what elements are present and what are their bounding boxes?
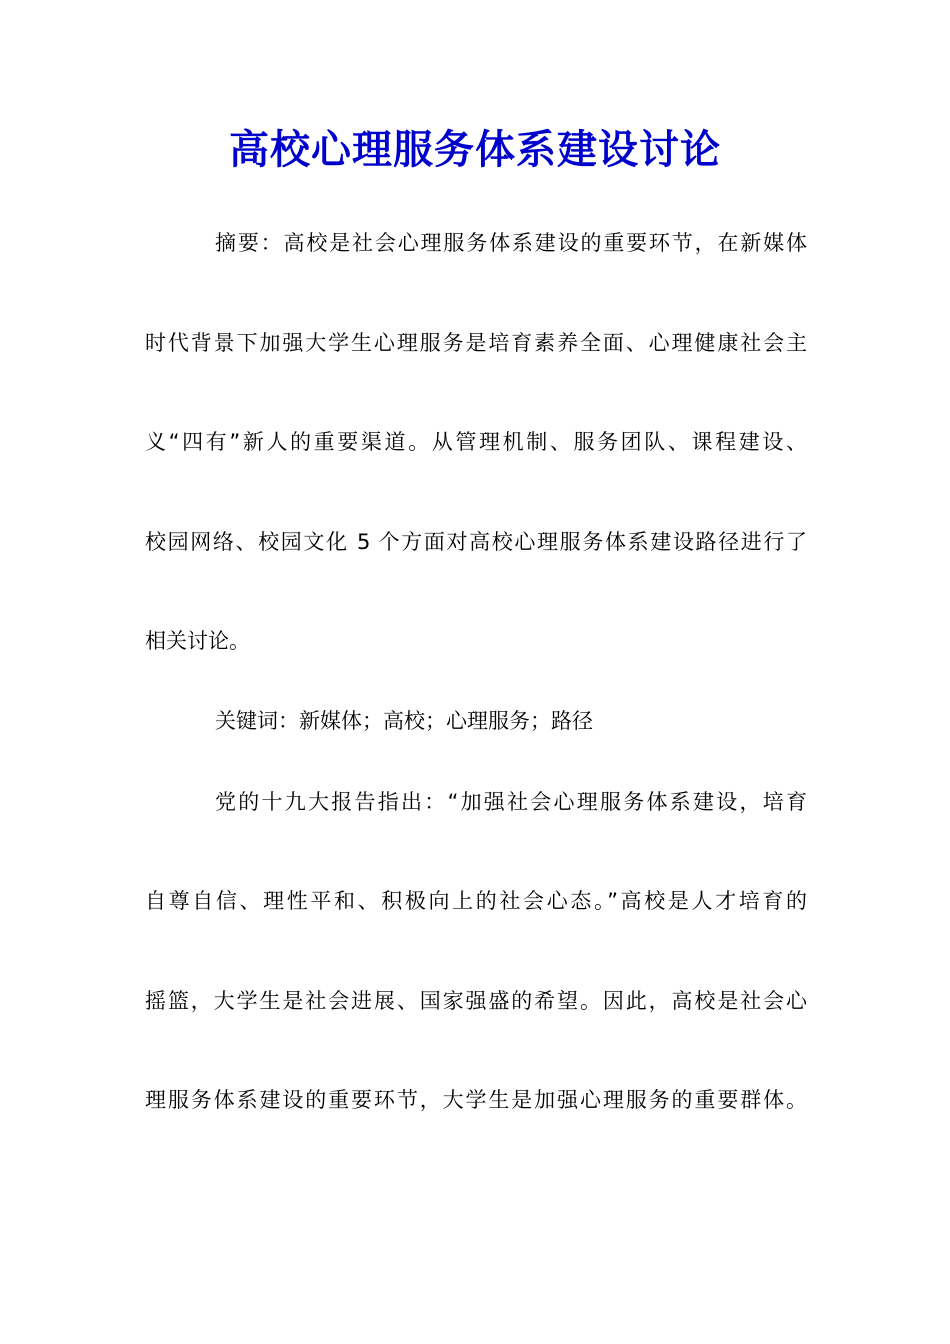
abstract-line: 时代背景下加强大学生心理服务是培育素养全面、心理健康社会主: [145, 331, 807, 355]
abstract-line: 义“四有”新人的重要渠道。从管理机制、服务团队、课程建设、: [145, 430, 807, 454]
body-line: 理服务体系建设的重要环节，大学生是加强心理服务的重要群体。: [145, 1088, 807, 1112]
abstract-line: 相关讨论。: [145, 629, 250, 653]
body-line: 自尊自信、理性平和、积极向上的社会心态。”高校是人才培育的: [145, 889, 807, 913]
body-line: 摇篮，大学生是社会进展、国家强盛的希望。因此，高校是社会心: [145, 989, 807, 1013]
keywords-line: 关键词：新媒体；高校；心理服务；路径: [215, 709, 593, 733]
abstract-line: 摘要：高校是社会心理服务体系建设的重要环节，在新媒体: [215, 231, 807, 255]
document-title: 高校心理服务体系建设讨论: [229, 126, 721, 173]
body-line: 党的十九大报告指出：“加强社会心理服务体系建设，培育: [215, 790, 807, 814]
abstract-line: 校园网络、校园文化 5 个方面对高校心理服务体系建设路径进行了: [145, 530, 807, 554]
